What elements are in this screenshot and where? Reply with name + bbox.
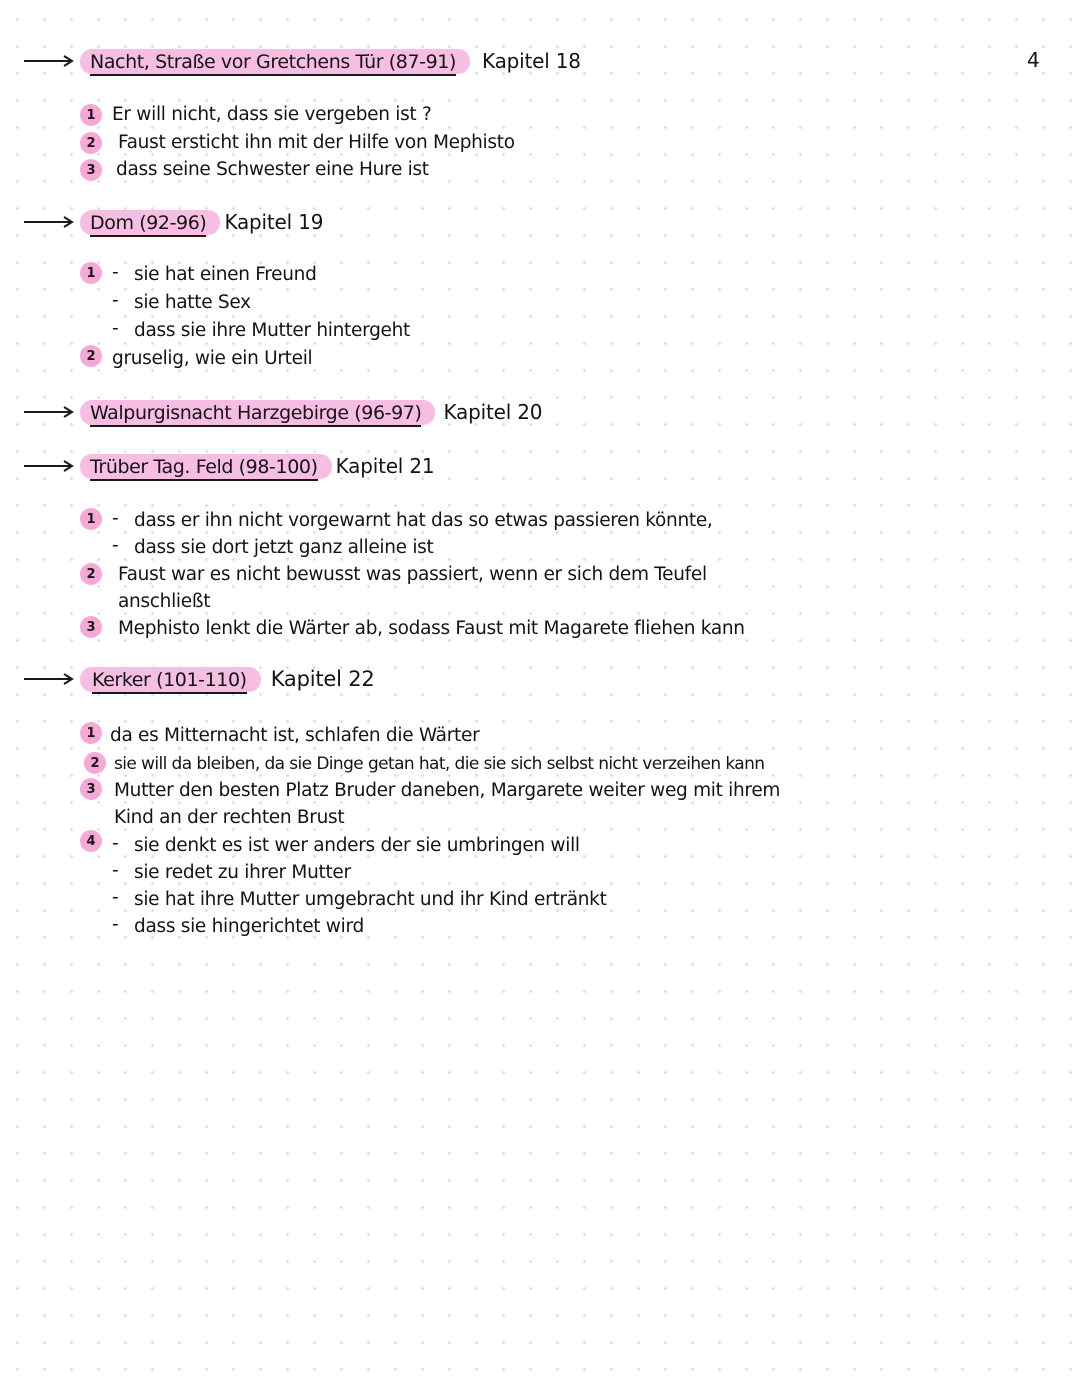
answer-number-badge: 3 bbox=[80, 159, 102, 181]
section-title: Trüber Tag. Feld (98-100) bbox=[90, 456, 318, 481]
chapter-label: Kapitel 21 bbox=[335, 454, 435, 478]
section-heading-5 bbox=[24, 662, 375, 696]
answer-text: dass sie ihre Mutter hintergeht bbox=[134, 320, 410, 341]
answer-text: sie hat einen Freund bbox=[134, 264, 317, 285]
answer-text: Mephisto lenkt die Wärter ab, sodass Faust mit Magarete fliehen kann bbox=[118, 618, 745, 639]
bullet-dash: - bbox=[112, 914, 119, 935]
section-heading-3 bbox=[24, 395, 542, 429]
answer-text: Kind an der rechten Brust bbox=[114, 807, 345, 828]
answer-text: sie will da bleiben, da sie Dinge getan hat, die sie sich selbst nicht verzeihen kann bbox=[114, 754, 765, 774]
arrow-right-icon bbox=[24, 460, 76, 472]
section-title: Nacht, Straße vor Gretchens Tür (87-91) bbox=[90, 51, 456, 76]
chapter-label: Kapitel 22 bbox=[270, 667, 375, 691]
answer-text: gruselig, wie ein Urteil bbox=[112, 348, 313, 369]
answer-text: Faust war es nicht bewusst was passiert, wenn er sich dem Teufel bbox=[118, 564, 707, 585]
bullet-dash: - bbox=[112, 860, 119, 881]
answer-text: Mutter den besten Platz Bruder daneben, Margarete weiter weg mit ihrem bbox=[114, 780, 781, 801]
section-title: Walpurgisnacht Harzgebirge (96-97) bbox=[90, 402, 421, 427]
answer-number-badge: 2 bbox=[80, 345, 102, 367]
answer-text: dass sie dort jetzt ganz alleine ist bbox=[134, 537, 434, 558]
bullet-dash: - bbox=[112, 535, 119, 556]
answer-number-badge: 1 bbox=[80, 262, 102, 284]
arrow-right-icon bbox=[24, 673, 76, 685]
answer-number-badge: 3 bbox=[80, 778, 102, 800]
section-title: Dom (92-96) bbox=[90, 212, 206, 237]
answer-number-badge: 2 bbox=[80, 132, 102, 154]
answer-text: Er will nicht, dass sie vergeben ist ? bbox=[112, 104, 432, 125]
answer-text: sie denkt es ist wer anders der sie umbringen will bbox=[134, 835, 580, 856]
answer-text: sie hatte Sex bbox=[134, 292, 251, 313]
section-title-highlight bbox=[80, 454, 332, 479]
section-title-highlight bbox=[80, 667, 261, 692]
section-title-highlight bbox=[80, 400, 435, 425]
answer-number-badge: 1 bbox=[80, 722, 102, 744]
answer-text: dass sie hingerichtet wird bbox=[134, 916, 364, 937]
bullet-dash: - bbox=[112, 887, 119, 908]
page-number: 4 bbox=[1027, 48, 1040, 72]
bullet-dash: - bbox=[112, 833, 119, 854]
section-heading-1 bbox=[24, 44, 581, 78]
answer-text: dass seine Schwester eine Hure ist bbox=[116, 159, 429, 180]
answer-text: da es Mitternacht ist, schlafen die Wärter bbox=[110, 725, 480, 746]
answer-text: Faust ersticht ihn mit der Hilfe von Mephisto bbox=[118, 132, 515, 153]
arrow-right-icon bbox=[24, 55, 76, 67]
answer-text: sie redet zu ihrer Mutter bbox=[134, 862, 351, 883]
answer-number-badge: 4 bbox=[80, 830, 102, 852]
chapter-label: Kapitel 19 bbox=[224, 210, 324, 234]
section-title: Kerker (101-110) bbox=[92, 669, 247, 694]
section-heading-4 bbox=[24, 449, 434, 483]
section-title-highlight bbox=[80, 210, 220, 235]
answer-number-badge: 3 bbox=[80, 616, 102, 638]
bullet-dash: - bbox=[112, 318, 119, 339]
section-heading-2 bbox=[24, 205, 323, 239]
answer-text: sie hat ihre Mutter umgebracht und ihr Kind ertränkt bbox=[134, 889, 607, 910]
answer-text: dass er ihn nicht vorgewarnt hat das so etwas passieren könnte, bbox=[134, 510, 713, 531]
section-title-highlight bbox=[80, 49, 470, 74]
bullet-dash: - bbox=[112, 508, 119, 529]
arrow-right-icon bbox=[24, 216, 76, 228]
bullet-dash: - bbox=[112, 262, 119, 283]
answer-number-badge: 1 bbox=[80, 508, 102, 530]
chapter-label: Kapitel 20 bbox=[443, 400, 543, 424]
answer-number-badge: 2 bbox=[80, 563, 102, 585]
chapter-label: Kapitel 18 bbox=[482, 49, 581, 73]
arrow-right-icon bbox=[24, 406, 76, 418]
answer-number-badge: 2 bbox=[84, 752, 106, 774]
answer-number-badge: 1 bbox=[80, 104, 102, 126]
answer-text: anschließt bbox=[118, 591, 211, 612]
bullet-dash: - bbox=[112, 290, 119, 311]
